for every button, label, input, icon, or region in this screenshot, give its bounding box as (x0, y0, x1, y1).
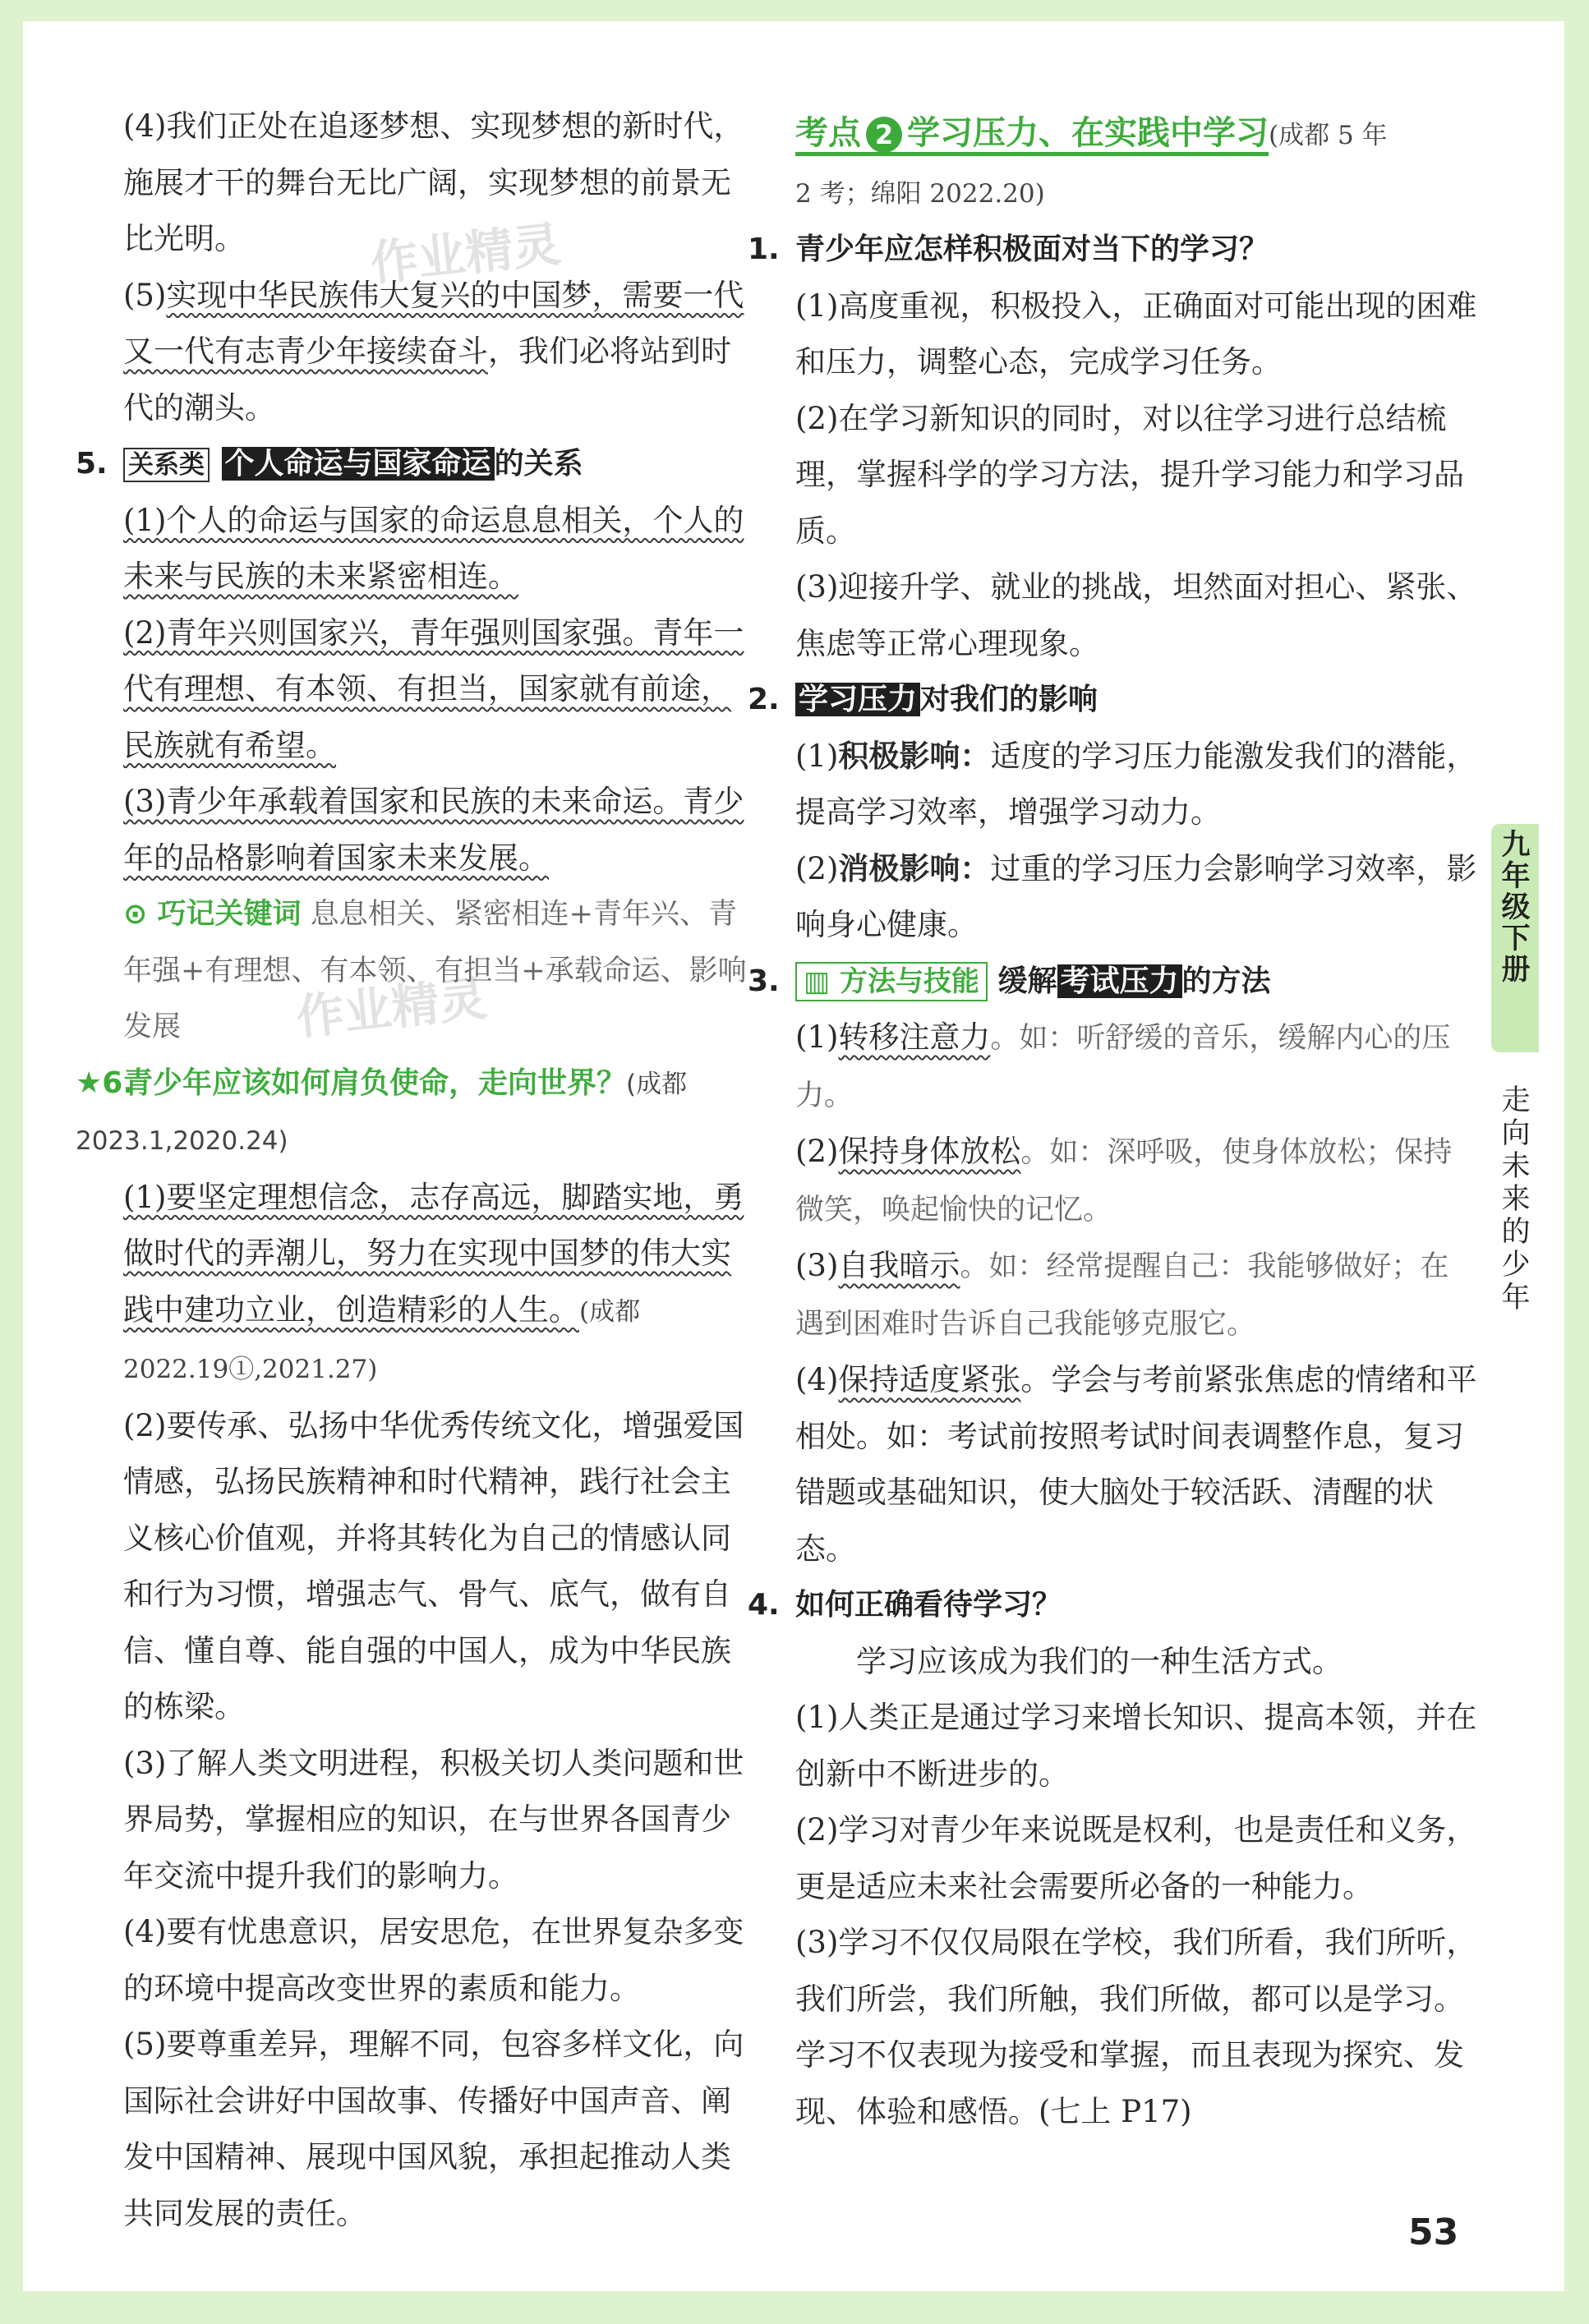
category-tag: 关系类 (123, 448, 210, 482)
q3-item-1: (1)转移注意力。如：听舒缓的音乐，缓解内心的压力。 (795, 1019, 1451, 1112)
q4-intro: 学习应该成为我们的一种生活方式。 (856, 1643, 1343, 1679)
highlight-text: 考试压力 (1057, 964, 1182, 998)
side-tab-label: 九年级下册 (1501, 829, 1531, 987)
q3-item-3: (3)自我暗示。如：经常提醒自己：我能够做好；在遇到困难时告诉自己我能够克服它。 (795, 1248, 1449, 1341)
question-2-heading: 2. 学习压力 对我们的影响 (748, 683, 1098, 716)
source-note: (成都 2022.19①,2021.27) (123, 1296, 641, 1384)
book-icon: ▥ (804, 964, 840, 998)
q5-item-2: (2)青年兴则国家兴，青年强则国家强。青年一代有理想、有本领、有担当，国家就有前途，民族就有希望。 (123, 614, 744, 763)
question-5-heading: 5. 关系类 个人命运与国家命运 的关系 (76, 447, 583, 481)
q2-item-2: (2)消极影响：过重的学习压力会影响学习效率，影响身心健康。 (795, 850, 1477, 942)
tip-label: 巧记关键词 (157, 898, 302, 931)
q1-item-2: (2)在学习新知识的同时，对以往学习进行总结梳理，掌握科学的学习方法，提升学习能力和学习品质。 (795, 400, 1464, 549)
q5-item-1: (1)个人的命运与国家的命运息息相关，个人的未来与民族的未来紧密相连。 (123, 502, 744, 594)
question-3-heading: 3. ▥ 方法与技能 缓解 考试压力 的方法 (748, 954, 1477, 1010)
source-note: (成都 2023.1,2020.24) (76, 1069, 688, 1156)
q4-item-3: (3)学习不仅仅局限在学校，我们所看，我们所听，我们所尝，我们所触，我们所做，都可以是学习。学习不仅表现为接受和掌握，而且表现为探究、发现、体验和感悟。(七上 P17) (795, 1925, 1477, 2129)
left-column (76, 99, 756, 2242)
highlight-text: 个人命运与国家命运 (222, 447, 495, 481)
q5-item-3: (3)青少年承载着国家和民族的未来命运。青少年的品格影响着国家未来发展。 (123, 784, 744, 876)
question-6-heading: ★6.青少年应该如何肩负使命，走向世界？(成都 2023.1,2020.24) (76, 1065, 688, 1156)
source-note: (成都 5 年 (1269, 121, 1388, 150)
watermark: 作业精灵 (293, 970, 490, 1046)
right-column (748, 105, 1477, 2140)
q3-item-4: (4)保持适度紧张。学会与考前紧张焦虑的情绪和平相处。如：考试前按照考试时间表调整作息，复习错题或基础知识，使大脑处于较活跃、清醒的状态。 (795, 1362, 1477, 1567)
exam-point-heading: 考点 2 学习压力、在实践中学习(成都 5 年 2 考；绵阳 2022.20) (795, 114, 1388, 209)
q6-item-1: (1)要坚定理想信念，志存高远，脚踏实地，勇做时代的弄潮儿，努力在实现中国梦的伟大实践中建功立业，创造精彩的人生。(成都 2022.19①,2021.27) (123, 1179, 744, 1384)
watermark: 作业精灵 (367, 216, 564, 292)
method-tag: ▥ 方法与技能 (795, 962, 988, 1001)
q6-item-2: (2)要传承、弘扬中华优秀传统文化，增强爱国情感，弘扬民族精神和时代精神，践行社会主义核心价值观，并将其转化为自己的情感认同和行为习惯，增强志气、骨气、底气，做有自信、懂自尊、能自强的中国人，成为中华民族的栋梁。 (123, 1407, 744, 1724)
paragraph-5: (5)实现中华民族伟大复兴的中国梦，需要一代又一代有志青少年接续奋斗，我们必将站到时代的潮头。 (123, 277, 744, 426)
memory-tip (123, 886, 756, 1056)
exam-point-number: 2 (866, 117, 902, 153)
q6-item-5: (5)要尊重差异，理解不同，包容多样文化，向国际社会讲好中国故事、传播好中国声音、阐发中国精神、展现中国风貌，承担起推动人类共同发展的责任。 (123, 2027, 744, 2231)
question-1-heading: 1. 青少年应怎样积极面对当下的学习？ (748, 232, 1269, 266)
q1-item-3: (3)迎接升学、就业的挑战，坦然面对担心、紧张、焦虑等正常心理现象。 (795, 569, 1477, 661)
page-frame-left (0, 0, 23, 2324)
page-frame-right (1564, 0, 1589, 2324)
q6-item-4: (4)要有忧患意识，居安思危，在世界复杂多变的环境中提高改变世界的素质和能力。 (123, 1914, 744, 2006)
q4-item-2: (2)学习对青少年来说既是权利，也是责任和义务，更是适应未来社会需要所必备的一种能力。 (795, 1812, 1477, 1904)
source-note: (七上 P17) (1039, 2093, 1192, 2129)
underlined-text: 实现中华民族伟大复兴的中国梦，需要一代又一代有志青少年接续奋斗 (123, 277, 744, 369)
page-number: 53 (1408, 2211, 1459, 2253)
location-pin-icon: ⊙ (123, 898, 158, 931)
highlight-text: 学习压力 (795, 683, 920, 716)
q1-item-1: (1)高度重视，积极投入，正确面对可能出现的困难和压力，调整心态，完成学习任务。 (795, 288, 1477, 380)
page-frame-top (0, 0, 1589, 21)
source-note: 2 考；绵阳 2022.20) (795, 178, 1045, 209)
page-frame-bottom (0, 2291, 1589, 2324)
question-4-heading: 4. 如何正确看待学习？ (748, 1588, 1062, 1622)
side-section-label: 走向未来的少年 (1501, 1084, 1531, 1314)
paragraph-4: (4)我们正处在追逐梦想、实现梦想的新时代，施展才干的舞台无比广阔，实现梦想的前景无比光明。 (123, 108, 744, 256)
q6-item-3: (3)了解人类文明进程，积极关切人类问题和世界局势，掌握相应的知识，在与世界各国青少年交流中提升我们的影响力。 (123, 1745, 744, 1894)
tip-text: 息息相关、紧密相连+青年兴、青年强+有理想、有本领、有担当+承载命运、影响发展 (123, 898, 747, 1043)
q4-item-1: (1)人类正是通过学习来增长知识、提高本领，并在创新中不断进步的。 (795, 1700, 1477, 1792)
q3-item-2: (2)保持身体放松。如：深呼吸，使身体放松；保持微笑，唤起愉快的记忆。 (795, 1134, 1453, 1226)
q2-item-1: (1)积极影响：适度的学习压力能激发我们的潜能，提高学习效率，增强学习动力。 (795, 738, 1477, 830)
